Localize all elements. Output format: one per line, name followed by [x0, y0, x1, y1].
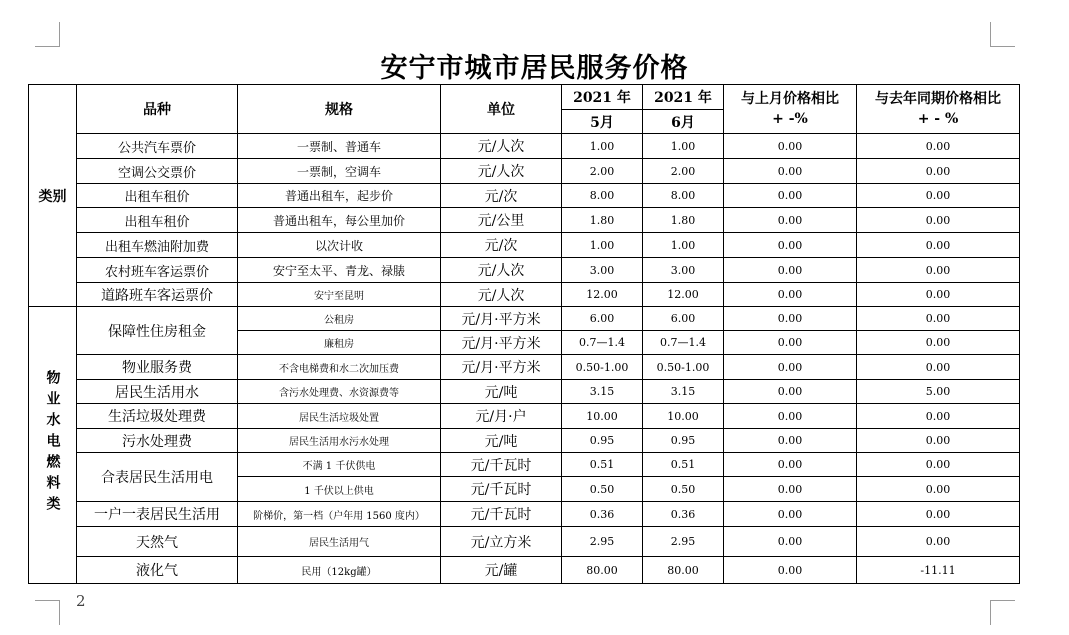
cell-item: 液化气 [77, 557, 238, 584]
cell-unit: 元/千瓦时 [441, 502, 562, 527]
cell-price-may: 8.00 [562, 184, 643, 208]
header-yoy-line2: + - % [917, 111, 959, 127]
cell-change-mom: 0.00 [724, 502, 857, 527]
table-row [29, 184, 1020, 208]
cell-unit: 元/人次 [441, 258, 562, 283]
table-row [29, 233, 1020, 258]
cell-price-june: 0.50-1.00 [643, 355, 724, 380]
cell-item: 天然气 [77, 527, 238, 557]
cell-change-mom: 0.00 [724, 477, 857, 502]
page-title: 安宁市城市居民服务价格 [380, 53, 689, 84]
cell-change-yoy: 0.00 [857, 159, 1020, 184]
cell-change-yoy: 0.00 [857, 283, 1020, 307]
cell-price-june: 80.00 [643, 557, 724, 584]
cell-unit: 元/月·平方米 [441, 331, 562, 355]
cell-price-june: 1.00 [643, 134, 724, 159]
cell-unit: 元/人次 [441, 159, 562, 184]
header-yoy-line1: 与去年同期价格相比 [875, 91, 1001, 107]
header-mom-line2: + -% [772, 111, 808, 127]
cell-spec: 1 千伏以上供电 [238, 477, 441, 502]
cell-price-june: 3.15 [643, 380, 724, 404]
cell-change-yoy: 0.00 [857, 355, 1020, 380]
cell-unit: 元/立方米 [441, 527, 562, 557]
cell-price-may: 0.50 [562, 477, 643, 502]
cell-spec: 廉租房 [238, 331, 441, 355]
cell-change-yoy: 0.00 [857, 429, 1020, 453]
cell-item: 居民生活用水 [77, 380, 238, 404]
cell-spec: 含污水处理费、水资源费等 [238, 380, 441, 404]
cell-unit: 元/人次 [441, 134, 562, 159]
cell-price-may: 1.00 [562, 134, 643, 159]
cell-change-yoy: 0.00 [857, 502, 1020, 527]
cell-change-mom: 0.00 [724, 283, 857, 307]
cell-item: 道路班车客运票价 [77, 283, 238, 307]
cell-unit: 元/月·平方米 [441, 307, 562, 331]
table-row [29, 404, 1020, 429]
cell-item: 公共汽车票价 [77, 134, 238, 159]
cell-spec: 安宁至昆明 [238, 283, 441, 307]
cell-unit: 元/罐 [441, 557, 562, 584]
cell-spec: 一票制，空调车 [238, 159, 441, 184]
cell-price-june: 10.00 [643, 404, 724, 429]
cell-change-mom: 0.00 [724, 380, 857, 404]
table-row [29, 283, 1020, 307]
cell-item: 一户一表居民生活用 [77, 502, 238, 527]
cell-price-june: 2.95 [643, 527, 724, 557]
cell-price-may: 10.00 [562, 404, 643, 429]
cell-item: 出租车租价 [77, 184, 238, 208]
cell-change-yoy: 0.00 [857, 208, 1020, 233]
cell-item: 空调公交票价 [77, 159, 238, 184]
cell-price-june: 1.00 [643, 233, 724, 258]
cell-spec: 居民生活用气 [238, 527, 441, 557]
cell-change-yoy: 0.00 [857, 404, 1020, 429]
cell-change-mom: 0.00 [724, 233, 857, 258]
corner-mark-bottom-right [990, 600, 1015, 625]
cell-change-mom: 0.00 [724, 429, 857, 453]
cell-item: 出租车燃油附加费 [77, 233, 238, 258]
cell-change-yoy: -11.11 [857, 557, 1020, 584]
page-number: 2 [76, 592, 86, 610]
cell-price-may: 3.15 [562, 380, 643, 404]
cell-change-yoy: 5.00 [857, 380, 1020, 404]
cell-change-yoy: 0.00 [857, 134, 1020, 159]
cell-price-june: 1.80 [643, 208, 724, 233]
table-row [29, 380, 1020, 404]
cell-change-yoy: 0.00 [857, 453, 1020, 477]
cell-price-may: 0.50-1.00 [562, 355, 643, 380]
cell-change-mom: 0.00 [724, 355, 857, 380]
cell-unit: 元/公里 [441, 208, 562, 233]
cell-change-yoy: 0.00 [857, 233, 1020, 258]
cell-change-mom: 0.00 [724, 527, 857, 557]
cell-spec: 安宁至太平、青龙、禄脿 [238, 258, 441, 283]
cell-change-mom: 0.00 [724, 159, 857, 184]
cell-change-yoy: 0.00 [857, 307, 1020, 331]
cell-price-may: 6.00 [562, 307, 643, 331]
cell-spec: 一票制、普通车 [238, 134, 441, 159]
table-row [29, 502, 1020, 527]
table-row [29, 159, 1020, 184]
cell-spec: 普通出租车，起步价 [238, 184, 441, 208]
corner-mark-bottom-left [35, 600, 60, 625]
cell-unit: 元/次 [441, 233, 562, 258]
cell-change-mom: 0.00 [724, 307, 857, 331]
cell-price-june: 0.7—1.4 [643, 331, 724, 355]
cell-spec: 不满 1 千伏供电 [238, 453, 441, 477]
cell-change-yoy: 0.00 [857, 184, 1020, 208]
cell-price-june: 6.00 [643, 307, 724, 331]
cell-item: 出租车租价 [77, 208, 238, 233]
cell-price-may: 0.51 [562, 453, 643, 477]
cell-price-may: 0.36 [562, 502, 643, 527]
cell-price-june: 0.51 [643, 453, 724, 477]
table-row [29, 134, 1020, 159]
cell-unit: 元/月·平方米 [441, 355, 562, 380]
cell-change-yoy: 0.00 [857, 331, 1020, 355]
cell-item: 农村班车客运票价 [77, 258, 238, 283]
cell-spec: 普通出租车，每公里加价 [238, 208, 441, 233]
cell-price-may: 0.95 [562, 429, 643, 453]
header-month-may: 5月 [562, 110, 643, 134]
category-transport: 类别 [29, 85, 77, 307]
price-table [28, 84, 1020, 584]
cell-price-june: 0.36 [643, 502, 724, 527]
cell-unit: 元/次 [441, 184, 562, 208]
cell-spec: 阶梯价，第一档（户年用 1560 度内） [238, 502, 441, 527]
cell-spec: 以次计收 [238, 233, 441, 258]
cell-change-yoy: 0.00 [857, 527, 1020, 557]
header-spec: 规格 [238, 85, 441, 134]
cell-change-yoy: 0.00 [857, 258, 1020, 283]
cell-price-june: 2.00 [643, 159, 724, 184]
table-row [29, 429, 1020, 453]
cell-change-mom: 0.00 [724, 184, 857, 208]
cell-change-mom: 0.00 [724, 258, 857, 283]
header-year-june: 2021 年 [643, 85, 724, 110]
cell-change-yoy: 0.00 [857, 477, 1020, 502]
cell-change-mom: 0.00 [724, 208, 857, 233]
corner-mark-top-left [35, 22, 60, 47]
table-row [29, 208, 1020, 233]
cell-price-may: 80.00 [562, 557, 643, 584]
cell-price-june: 12.00 [643, 283, 724, 307]
category-utilities [29, 307, 77, 584]
cell-change-mom: 0.00 [724, 453, 857, 477]
header-month-june: 6月 [643, 110, 724, 134]
cell-item: 合表居民生活用电 [77, 453, 238, 502]
cell-unit: 元/千瓦时 [441, 453, 562, 477]
cell-item: 污水处理费 [77, 429, 238, 453]
cell-item: 物业服务费 [77, 355, 238, 380]
header-year-may: 2021 年 [562, 85, 643, 110]
cell-price-may: 2.95 [562, 527, 643, 557]
cell-change-mom: 0.00 [724, 134, 857, 159]
cell-spec: 居民生活垃圾处置 [238, 404, 441, 429]
cell-spec: 不含电梯费和水二次加压费 [238, 355, 441, 380]
cell-unit: 元/吨 [441, 429, 562, 453]
table-row [29, 258, 1020, 283]
cell-price-may: 12.00 [562, 283, 643, 307]
table-row [29, 557, 1020, 584]
cell-price-june: 8.00 [643, 184, 724, 208]
cell-price-may: 1.00 [562, 233, 643, 258]
cell-change-mom: 0.00 [724, 331, 857, 355]
cell-item: 生活垃圾处理费 [77, 404, 238, 429]
cell-spec: 公租房 [238, 307, 441, 331]
cell-spec: 居民生活用水污水处理 [238, 429, 441, 453]
cell-unit: 元/月·户 [441, 404, 562, 429]
table-row [29, 355, 1020, 380]
cell-unit: 元/吨 [441, 380, 562, 404]
cell-change-mom: 0.00 [724, 404, 857, 429]
table-row [29, 453, 1020, 477]
cell-price-june: 3.00 [643, 258, 724, 283]
header-variety: 品种 [77, 85, 238, 134]
header-month-over-month [724, 85, 857, 134]
header-mom-line1: 与上月价格相比 [741, 91, 839, 107]
cell-unit: 元/人次 [441, 283, 562, 307]
header-year-over-year [857, 85, 1020, 134]
corner-mark-top-right [990, 22, 1015, 47]
cell-spec: 民用（12kg罐） [238, 557, 441, 584]
cell-price-june: 0.95 [643, 429, 724, 453]
cell-item: 保障性住房租金 [77, 307, 238, 355]
cell-price-june: 0.50 [643, 477, 724, 502]
header-unit: 单位 [441, 85, 562, 134]
table-row [29, 527, 1020, 557]
cell-price-may: 3.00 [562, 258, 643, 283]
category-utilities-label: 物业水电燃料类 [44, 369, 61, 517]
cell-unit: 元/千瓦时 [441, 477, 562, 502]
cell-price-may: 2.00 [562, 159, 643, 184]
cell-change-mom: 0.00 [724, 557, 857, 584]
table-row [29, 307, 1020, 331]
cell-price-may: 0.7—1.4 [562, 331, 643, 355]
cell-price-may: 1.80 [562, 208, 643, 233]
